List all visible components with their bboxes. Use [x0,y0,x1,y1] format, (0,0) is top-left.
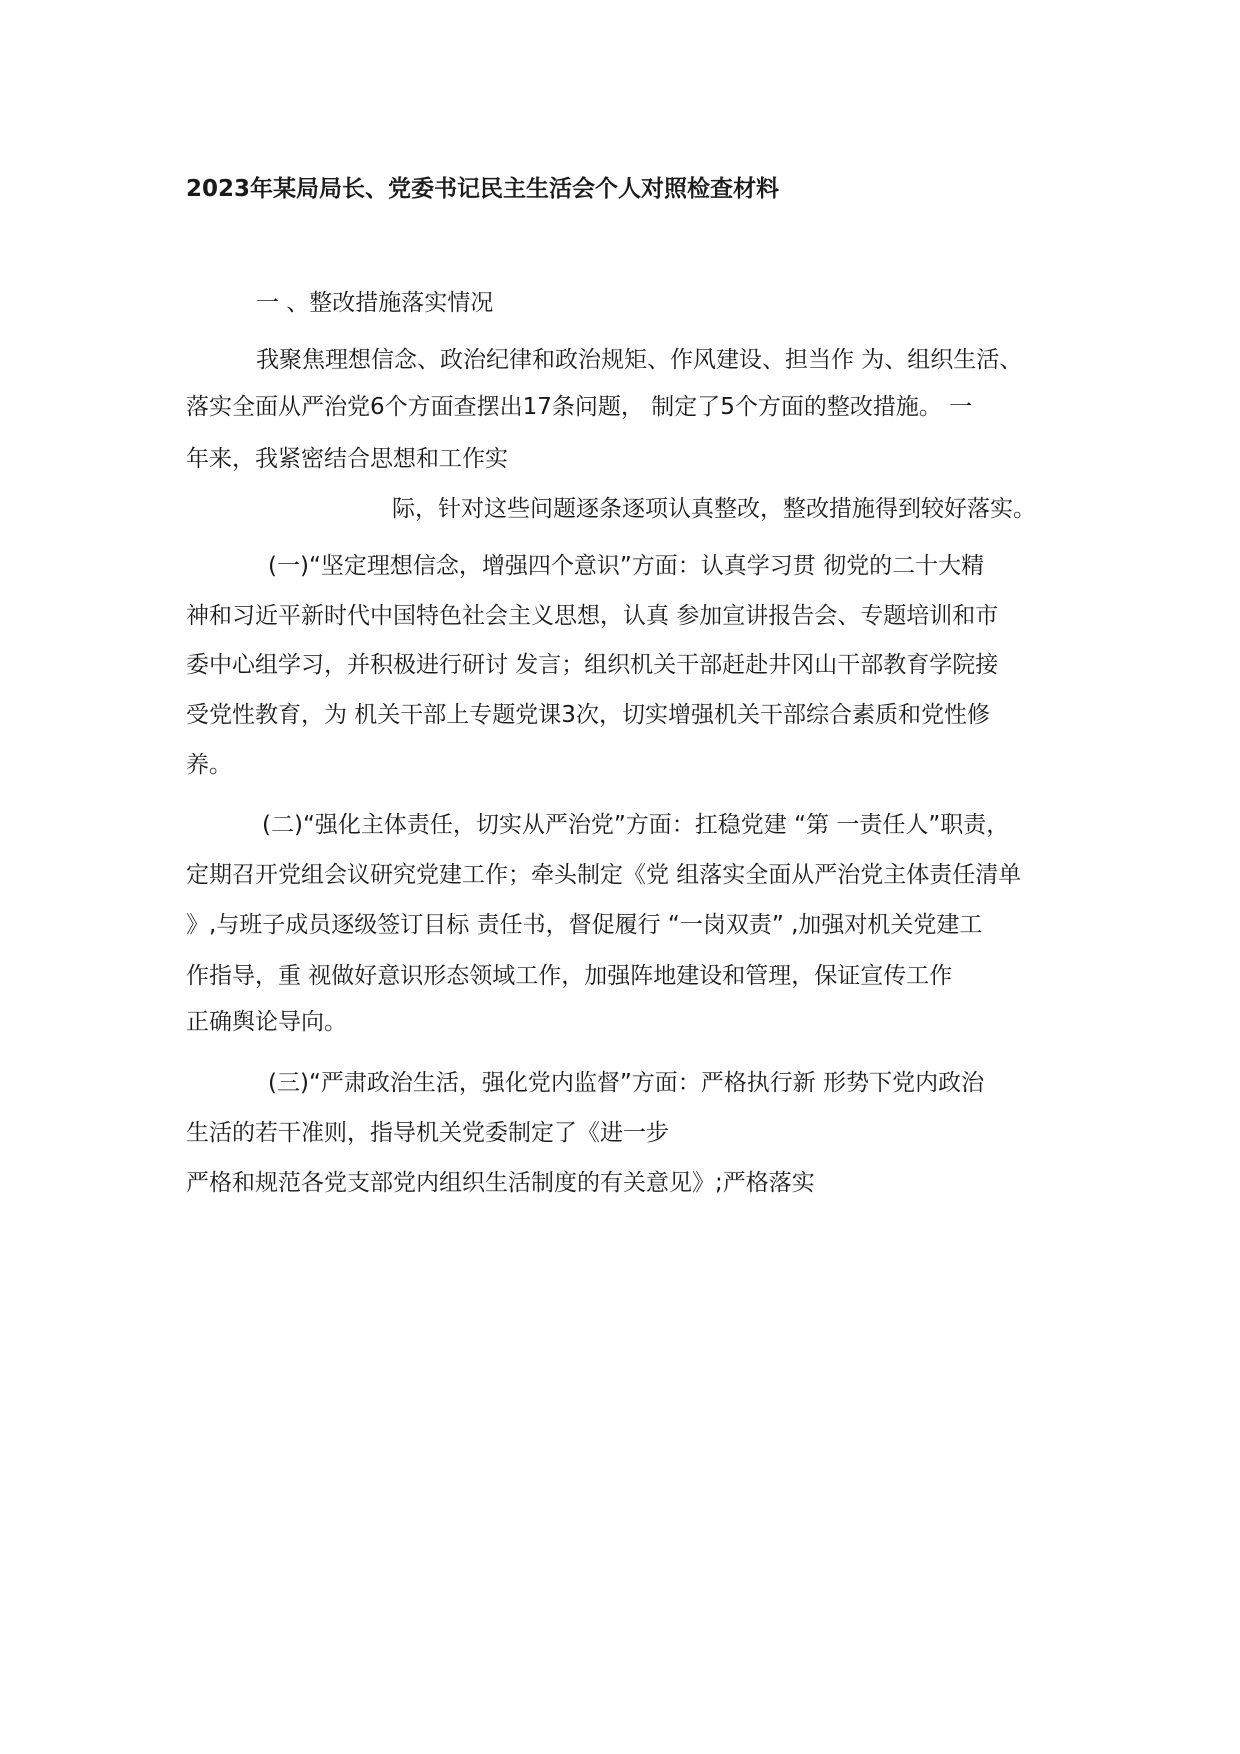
body-line: 生活的若干准则，指导机关党委制定了《进一步 [186,1120,669,1146]
body-line: 严格和规范各党支部党内组织生活制度的有关意见》;严格落实 [186,1170,815,1196]
body-line: 作指导，重 视做好意识形态领域工作，加强阵地建设和管理，保证宣传工作 [186,963,953,989]
body-line: (一)“坚定理想信念，增强四个意识”方面：认真学习贯 彻党的二十大精 [268,553,985,579]
section-heading: 一 、整改措施落实情况 [256,290,494,316]
body-line: 年来，我紧密结合思想和工作实 [186,446,508,472]
body-line: 受党性教育，为 机关干部上专题党课3次，切实增强机关干部综合素质和党性修 [186,702,990,728]
body-line: 委中心组学习，并积极进行研讨 发言；组织机关干部赶赴井冈山干部教育学院接 [186,652,999,678]
document-title: 2023年某局局长、党委书记民主生活会个人对照检查材料 [186,176,780,202]
body-line: 正确舆论导向。 [186,1009,347,1035]
body-line: 际，针对这些问题逐条逐项认真整改，整改措施得到较好落实。 [392,496,1036,522]
body-line: 》,与班子成员逐级签订目标 责任书，督促履行 “一岗双责” ,加强对机关党建工 [186,912,983,938]
body-line: (二)“强化主体责任，切实从严治党”方面：扛稳党建 “第 一责任人”职责， [262,812,1010,838]
body-line: (三)“严肃政治生活，强化党内监督”方面：严格执行新 形势下党内政治 [268,1070,985,1096]
body-line: 落实全面从严治党6个方面查摆出17条问题， 制定了5个方面的整改措施。 一 [186,394,973,420]
body-line: 我聚焦理想信念、政治纪律和政治规矩、作风建设、担当作 为、组织生活、 [256,347,1023,373]
body-line: 神和习近平新时代中国特色社会主义思想，认真 参加宣讲报告会、专题培训和市 [186,603,999,629]
body-line: 定期召开党组会议研究党建工作；牵头制定《党 组落实全面从严治党主体责任清单 [186,862,1022,888]
body-line: 养。 [186,752,232,778]
